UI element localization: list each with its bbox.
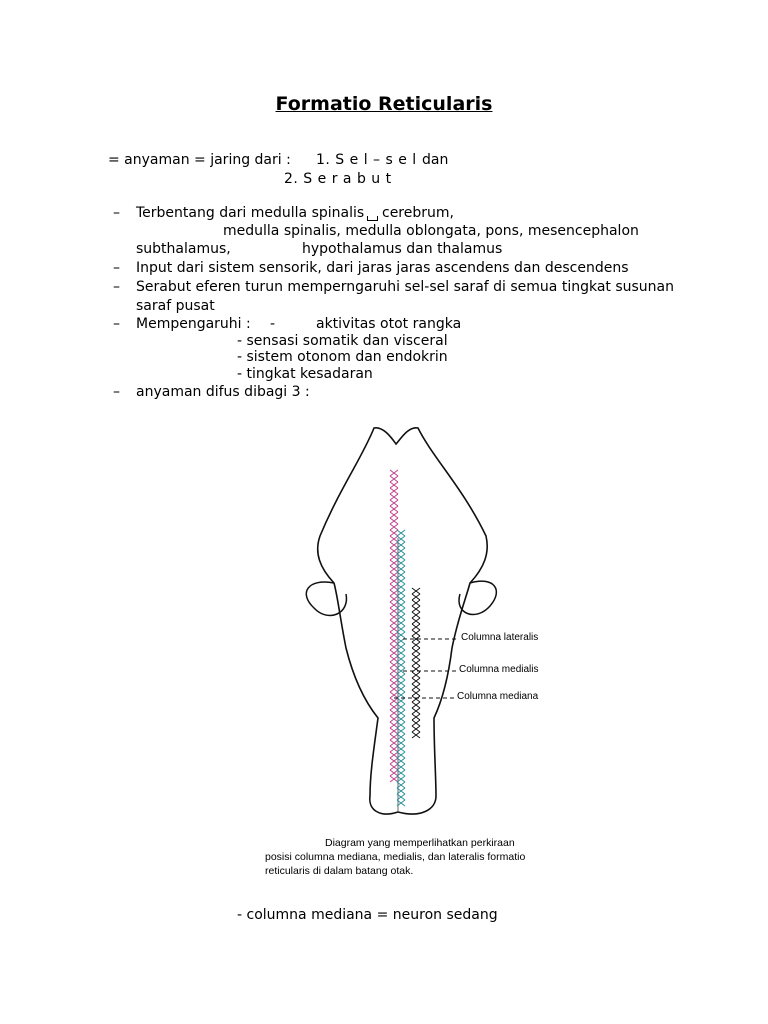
lateralis-hatch-mark: [412, 726, 420, 732]
mediana-hatch-mark: [390, 530, 398, 536]
bullet-4-item-3: - sistem otonom dan endokrin: [237, 349, 448, 365]
mediana-hatch-mark: [390, 548, 398, 554]
lateralis-hatch-mark: [412, 612, 420, 618]
mediana-hatch-mark: [390, 476, 398, 482]
lateralis-hatch-mark: [412, 624, 420, 630]
footer-line: - columna mediana = neuron sedang: [237, 907, 498, 923]
lateralis-hatch-mark: [412, 588, 420, 594]
bullet-5: anyaman difus dibagi 3 :: [136, 384, 310, 400]
mediana-hatch-mark: [390, 770, 398, 776]
mediana-hatch-mark: [390, 734, 398, 740]
mediana-hatch-mark: [390, 776, 398, 782]
mediana-hatch-mark: [390, 722, 398, 728]
label-columna-medialis: Columna medialis: [459, 664, 539, 675]
mediana-hatch-mark: [390, 614, 398, 620]
bullet-4-dash: -: [270, 316, 276, 332]
mediana-hatch-mark: [390, 584, 398, 590]
label-columna-mediana: Columna mediana: [457, 691, 539, 702]
mediana-hatch-mark: [390, 680, 398, 686]
mediana-hatch-mark: [390, 488, 398, 494]
mediana-hatch-mark: [390, 608, 398, 614]
figure-caption-line-1: Diagram yang memperlihatkan perkiraan: [325, 837, 515, 849]
figure-caption-line-2: posisi columna mediana, medialis, dan lateralis formatio: [265, 851, 526, 863]
mediana-hatch-mark: [390, 620, 398, 626]
mediana-hatch-mark: [390, 560, 398, 566]
definition-conjunction: dan: [422, 152, 449, 168]
mediana-hatch-mark: [390, 764, 398, 770]
label-columna-lateralis: Columna lateralis: [461, 632, 539, 643]
bullet-marker: –: [113, 205, 120, 221]
lateralis-hatch-mark: [412, 654, 420, 660]
lateralis-hatch-mark: [412, 696, 420, 702]
lateralis-hatch-mark: [412, 720, 420, 726]
mediana-hatch-mark: [390, 740, 398, 746]
mediana-hatch-mark: [390, 668, 398, 674]
lateralis-hatch-mark: [412, 660, 420, 666]
mediana-hatch-mark: [390, 524, 398, 530]
mediana-hatch-mark: [390, 686, 398, 692]
mediana-hatch-mark: [390, 482, 398, 488]
bullet-marker: –: [113, 279, 120, 295]
definition-item-2: 2. S e r a b u t: [284, 171, 392, 187]
mediana-hatch-mark: [390, 512, 398, 518]
lateralis-hatch-mark: [412, 630, 420, 636]
lateralis-hatch-mark: [412, 690, 420, 696]
figure-caption-line-3: reticularis di dalam batang otak.: [265, 865, 414, 877]
mediana-hatch-mark: [390, 518, 398, 524]
lateralis-hatch-mark: [412, 600, 420, 606]
mediana-hatch-mark: [390, 644, 398, 650]
lateralis-hatch-mark: [412, 684, 420, 690]
lateralis-hatch-mark: [412, 648, 420, 654]
bullet-4-item-2: - sensasi somatik dan visceral: [237, 333, 448, 349]
mediana-hatch-mark: [390, 716, 398, 722]
definition-item-1: 1. S e l – s e l: [316, 152, 417, 168]
mediana-hatch-mark: [390, 602, 398, 608]
lateralis-hatch-mark: [412, 702, 420, 708]
lateralis-hatch-mark: [412, 714, 420, 720]
mediana-hatch-mark: [390, 638, 398, 644]
bullet-1-line-3a: subthalamus,: [136, 241, 231, 257]
brainstem-outline: [258, 418, 558, 894]
mediana-hatch-mark: [390, 710, 398, 716]
brainstem-diagram: [258, 418, 558, 894]
bullet-1-line-1a: Terbentang dari medulla spinalis: [136, 205, 365, 221]
mediana-hatch-mark: [390, 494, 398, 500]
mediana-hatch-mark: [390, 746, 398, 752]
lateralis-hatch-mark: [412, 642, 420, 648]
lateralis-hatch-mark: [412, 594, 420, 600]
lateralis-hatch-mark: [412, 618, 420, 624]
mediana-hatch-mark: [390, 506, 398, 512]
bullet-4-item-4: - tingkat kesadaran: [237, 366, 373, 382]
bullet-marker: –: [113, 316, 120, 332]
mediana-hatch-mark: [390, 590, 398, 596]
bullet-1-line-1b: cerebrum,: [382, 205, 454, 221]
mediana-hatch-mark: [390, 662, 398, 668]
bullet-marker: –: [113, 384, 120, 400]
bullet-4-item-1: aktivitas otot rangka: [316, 316, 462, 332]
lateralis-hatch-mark: [412, 606, 420, 612]
mediana-hatch-mark: [390, 752, 398, 758]
bullet-3-line-1: Serabut eferen turun memperngaruhi sel-sel saraf di semua tingkat susunan: [136, 279, 675, 295]
mediana-hatch-mark: [390, 626, 398, 632]
bullet-3-line-2: saraf pusat: [136, 298, 215, 314]
mediana-hatch-mark: [390, 578, 398, 584]
page-title: Formatio Reticularis: [275, 93, 493, 115]
mediana-hatch-mark: [390, 566, 398, 572]
mediana-hatch-mark: [390, 692, 398, 698]
bullet-2: Input dari sistem sensorik, dari jaras jaras ascendens dan descendens: [136, 260, 629, 276]
mediana-hatch-mark: [390, 758, 398, 764]
mediana-hatch-mark: [390, 728, 398, 734]
mediana-hatch-mark: [390, 656, 398, 662]
bullet-marker: –: [113, 260, 120, 276]
mediana-hatch-mark: [390, 542, 398, 548]
mediana-hatch-mark: [390, 572, 398, 578]
bullet-1-line-3b: hypothalamus dan thalamus: [302, 241, 503, 257]
lateralis-hatch-mark: [412, 732, 420, 738]
lateralis-hatch-mark: [412, 708, 420, 714]
mediana-hatch-mark: [390, 596, 398, 602]
mediana-hatch-mark: [390, 470, 398, 476]
mediana-hatch-mark: [390, 536, 398, 542]
columna-mediana-hatch: [390, 470, 398, 782]
mediana-hatch-mark: [390, 632, 398, 638]
symbol-box: [367, 216, 378, 221]
mediana-hatch-mark: [390, 500, 398, 506]
bullet-4-lead: Mempengaruhi :: [136, 316, 251, 332]
columna-lateralis-hatch: [412, 588, 420, 738]
medialis-hatch-mark: [397, 530, 405, 536]
lateralis-hatch-mark: [412, 672, 420, 678]
bullet-1-line-2: medulla spinalis, medulla oblongata, pons, mesencephalon: [223, 223, 639, 239]
mediana-hatch-mark: [390, 698, 398, 704]
mediana-hatch-mark: [390, 674, 398, 680]
mediana-hatch-mark: [390, 650, 398, 656]
lateralis-hatch-mark: [412, 678, 420, 684]
mediana-hatch-mark: [390, 554, 398, 560]
mediana-hatch-mark: [390, 704, 398, 710]
definition-lead: = anyaman = jaring dari :: [108, 152, 291, 168]
